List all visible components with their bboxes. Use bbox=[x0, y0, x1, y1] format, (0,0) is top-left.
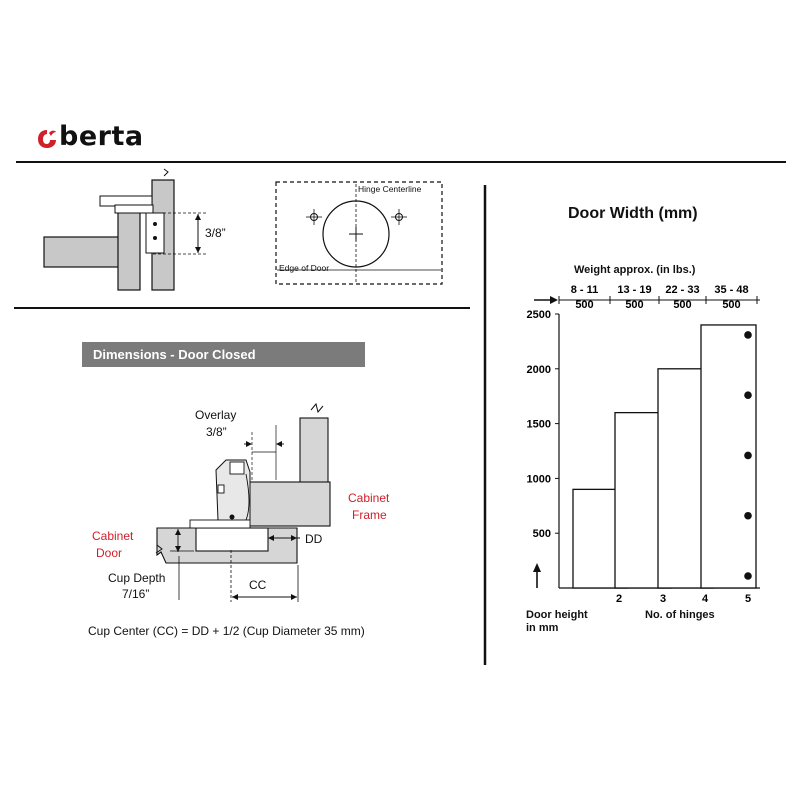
hinge-dot bbox=[744, 331, 752, 339]
weight-range-label: 35 - 48 bbox=[714, 284, 749, 296]
width-value-label: 500 bbox=[575, 299, 594, 311]
logo-text: berta bbox=[59, 121, 144, 152]
cc-label: CC bbox=[249, 578, 267, 592]
weight-header: Weight approx. (in lbs.) bbox=[574, 264, 696, 276]
cabinet-door-label-2: Door bbox=[96, 546, 123, 560]
x-axis-label: No. of hinges bbox=[645, 609, 715, 621]
weight-range-label: 22 - 33 bbox=[665, 284, 700, 296]
overlay-label: Overlay bbox=[195, 408, 237, 422]
cup-depth-value: 7/16” bbox=[122, 587, 150, 601]
y-tick-label: 1500 bbox=[526, 418, 551, 431]
y-tick-label: 2000 bbox=[526, 363, 551, 376]
hinge-centerline-label: Hinge Centerline bbox=[358, 184, 422, 194]
weight-range-label: 8 - 11 bbox=[570, 284, 599, 296]
x-tick-label: 4 bbox=[701, 593, 709, 605]
y-label-line-2: in mm bbox=[526, 622, 559, 634]
hinge-dot bbox=[744, 391, 752, 399]
cabinet-door-label-1: Cabinet bbox=[92, 529, 134, 543]
x-tick-label: 2 bbox=[615, 593, 623, 605]
dd-label: DD bbox=[305, 532, 323, 546]
cabinet-frame-label-2: Frame bbox=[352, 508, 387, 522]
y-tick-label: 2500 bbox=[526, 309, 551, 321]
y-tick-label: 500 bbox=[532, 528, 551, 541]
hinge-dot bbox=[744, 572, 752, 580]
hinge-dot bbox=[744, 512, 752, 520]
width-value-label: 500 bbox=[673, 299, 692, 311]
hinge-dot bbox=[744, 452, 752, 460]
y-arrow-icon bbox=[533, 563, 541, 572]
cup-depth-label: Cup Depth bbox=[108, 571, 166, 585]
y-tick-label: 1000 bbox=[526, 473, 551, 486]
y-label-line-1: Door height bbox=[526, 609, 588, 621]
cabinet-frame-label-1: Cabinet bbox=[348, 491, 390, 505]
width-value-label: 500 bbox=[625, 299, 644, 311]
width-value-label: 500 bbox=[722, 299, 741, 311]
chart-title: Door Width (mm) bbox=[568, 205, 698, 222]
x-tick-label: 5 bbox=[744, 593, 752, 605]
cup-center-formula: Cup Center (CC) = DD + 1/2 (Cup Diameter 35 mm) bbox=[88, 624, 365, 638]
weight-arrow-icon bbox=[550, 296, 558, 304]
overlay-value: 3/8” bbox=[206, 425, 227, 439]
x-tick-label: 3 bbox=[659, 593, 667, 605]
overlay-dimension-label: 3/8” bbox=[205, 226, 226, 240]
section-banner-title: Dimensions - Door Closed bbox=[93, 347, 256, 362]
edge-of-door-label: Edge of Door bbox=[279, 263, 330, 273]
weight-range-label: 13 - 19 bbox=[617, 284, 652, 296]
